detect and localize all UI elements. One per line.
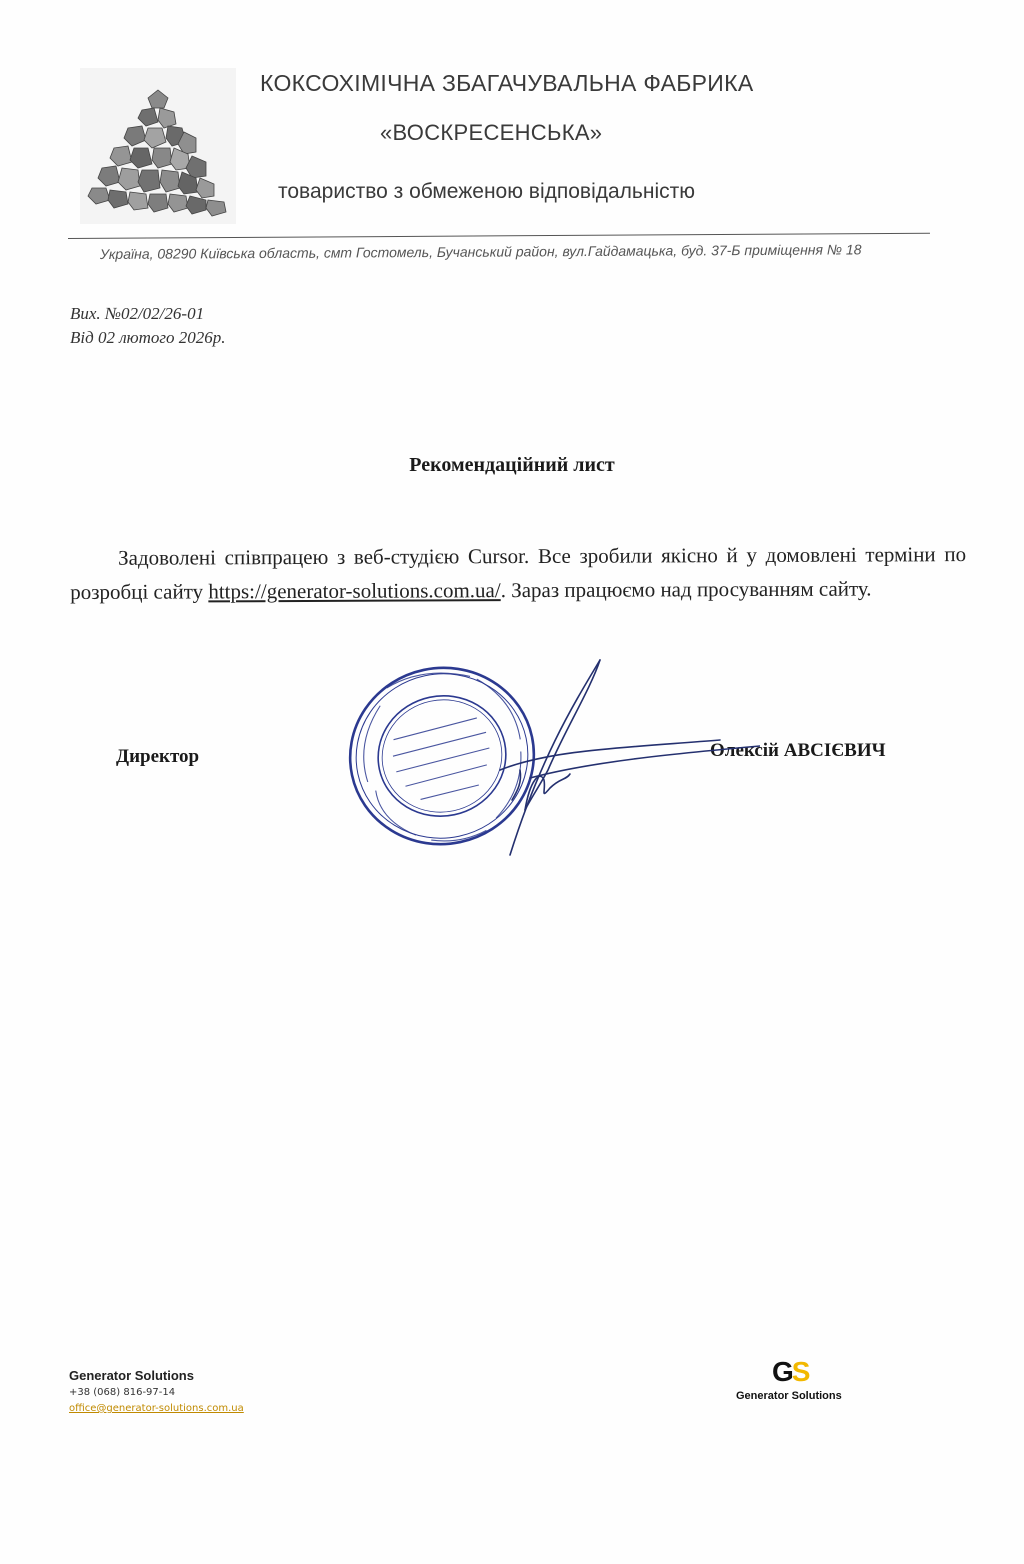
company-name-line2: «ВОСКРЕСЕНСЬКА» [380, 120, 603, 145]
body-text-start: Задоволені співпрацею з веб-студією Cursor. Все зробили якісно й у домовлені терміни по розробці сайту [70, 542, 967, 604]
generator-solutions-logo [772, 1357, 808, 1387]
footer-email-link[interactable]: office@generator-solutions.com.ua [69, 1403, 244, 1414]
letter-title: Рекомендаційний лист [409, 454, 615, 476]
logo-caption: Generator Solutions [736, 1390, 842, 1402]
footer-company-name: Generator Solutions [69, 1368, 194, 1383]
company-name-line1: КОКСОХІМІЧНА ЗБАГАЧУВАЛЬНА ФАБРИКА [260, 70, 754, 96]
footer-phone: +38 (068) 816-97-14 [69, 1387, 176, 1398]
company-legal-form: товариство з обмеженою відповідальністю [278, 180, 696, 203]
letter-body [70, 537, 966, 609]
letter-date: Від 02 лютого 2026р. [70, 328, 226, 347]
body-text-end: . Зараз працюємо над просуванням сайту. [500, 576, 872, 603]
outgoing-number: Вих. №02/02/26-01 [70, 304, 205, 323]
signer-role: Директор [116, 746, 200, 767]
header-divider [68, 233, 930, 239]
logo-letter-g: G [772, 1356, 792, 1387]
coal-pile-icon [80, 68, 236, 224]
website-link[interactable]: https://generator-solutions.com.ua/ [208, 578, 501, 604]
company-address: Україна, 08290 Київська область, смт Гостомель, Бучанський район, вул.Гайдамацька, буд. 37-Б приміщення № 18 [99, 241, 862, 262]
logo-letter-s: S [791, 1356, 809, 1387]
handwritten-signature-icon [470, 650, 760, 870]
signer-name: Олексій АВСІЄВИЧ [710, 740, 886, 761]
